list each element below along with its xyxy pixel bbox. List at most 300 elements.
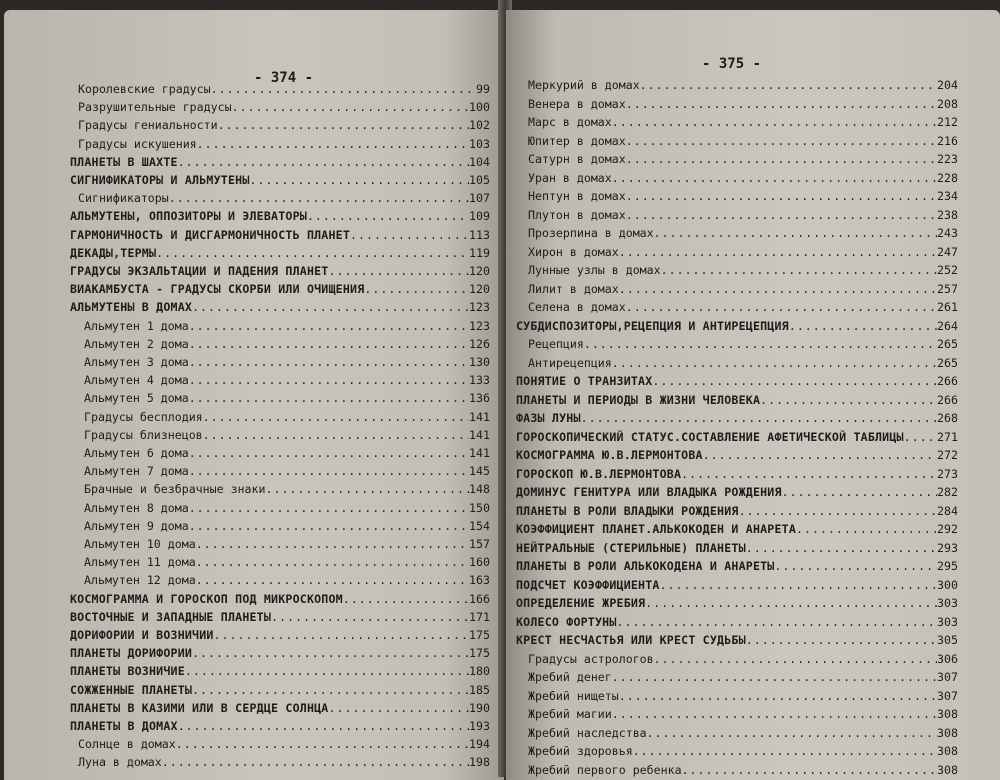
toc-entry [516, 428, 958, 446]
toc-entry-page: 136 [469, 391, 490, 406]
toc-entry-page: 100 [469, 100, 490, 115]
toc-entry-page: 193 [469, 719, 490, 733]
toc-entry-title: АЛЬМУТЕНЫ В ДОМАХ [70, 300, 193, 315]
toc-entry [528, 150, 958, 168]
dot-leader [218, 116, 469, 134]
toc-entry-title: ДОМИНУС ГЕНИТУРА ИЛИ ВЛАДЫКА РОЖДЕНИЯ [516, 485, 782, 499]
dot-leader [584, 335, 937, 353]
toc-entry-title: Альмутен 10 дома [84, 537, 196, 551]
toc-entry [70, 171, 490, 189]
toc-entry-title: ПЛАНЕТЫ В ШАХТЕ [70, 154, 178, 169]
dot-leader [654, 650, 937, 668]
toc-entry [84, 408, 490, 426]
toc-entry [70, 662, 490, 680]
toc-entry-page: 133 [469, 373, 490, 388]
dot-leader [162, 753, 469, 771]
toc-entry [528, 668, 958, 686]
toc-entry-page: 120 [469, 264, 490, 278]
toc-entry-page: 113 [469, 227, 490, 242]
dot-leader [192, 644, 469, 662]
toc-entry-title: КОЭФФИЦИЕНТ ПЛАНЕТ.АЛЬКОКОДЕН И АНАРЕТА [516, 522, 797, 536]
toc-entry-page: 160 [469, 555, 490, 570]
toc-entry-title: КОСМОГРАММА И ГОРОСКОП ПОД МИКРОСКОПОМ [70, 591, 343, 606]
toc-entry-title: СИГНИФИКАТОРЫ И АЛЬМУТЕНЫ [70, 173, 250, 187]
toc-entry-title: Альмутен 7 дома [84, 464, 189, 479]
toc-entry-title: Жребий здоровья [528, 744, 633, 758]
dot-leader [189, 353, 469, 371]
toc-entry [528, 354, 958, 372]
toc-entry-page: 308 [937, 762, 958, 777]
toc-entry [528, 724, 958, 742]
dot-leader [626, 95, 937, 113]
toc-entry-title: Антирецепция [528, 355, 612, 370]
toc-entry-page: 303 [937, 614, 958, 629]
dot-leader [789, 317, 937, 335]
toc-entry-title: Градусы искушения [78, 136, 197, 151]
dot-leader [626, 187, 937, 205]
toc-entry-title: Альмутен 2 дома [84, 336, 189, 351]
right-page [506, 10, 1000, 780]
toc-entry-page: 308 [937, 744, 958, 758]
dot-leader [617, 613, 938, 631]
toc-entry-page: 107 [469, 191, 490, 206]
toc-entry [78, 80, 490, 98]
toc-entry [528, 95, 958, 113]
toc-entry-title: Жребий наследства [528, 725, 647, 740]
left-page [4, 10, 504, 780]
toc-entry [70, 244, 490, 262]
toc-entry-title: Жребий нищеты [528, 688, 619, 703]
toc-entry-title: Юпитер в домах [528, 133, 626, 148]
dot-leader [760, 391, 937, 409]
toc-entry-title: Брачные и безбрачные знаки [84, 482, 266, 497]
toc-entry-title: ПЛАНЕТЫ В КАЗИМИ ИЛИ В СЕРДЦЕ СОЛНЦА [70, 700, 329, 715]
toc-entry [70, 590, 490, 608]
toc-entry-page: 171 [469, 609, 490, 624]
toc-entry-page: 126 [469, 336, 490, 351]
toc-entry-page: 102 [469, 118, 490, 133]
dot-leader [232, 98, 469, 116]
toc-entry-title: Прозерпина в домах [528, 226, 654, 240]
dot-leader [189, 317, 469, 335]
toc-entry-title: ДЕКАДЫ,ТЕРМЫ [70, 245, 157, 260]
toc-entry [516, 613, 958, 631]
dot-leader [196, 553, 469, 571]
toc-entry [84, 426, 490, 444]
toc-entry [516, 594, 958, 612]
toc-entry-page: 300 [937, 577, 958, 592]
toc-entry-page: 305 [937, 633, 958, 647]
toc-entry-title: Жребий первого ребенка [528, 762, 682, 777]
dot-leader [307, 207, 469, 225]
toc-entry-title: Градусы астрологов [528, 651, 654, 666]
toc-entry-page: 103 [469, 136, 490, 151]
dot-leader [626, 206, 937, 224]
dot-leader [652, 372, 937, 390]
toc-entry [84, 553, 490, 571]
dot-leader [774, 557, 937, 575]
toc-entry [84, 462, 490, 480]
dot-leader [633, 742, 937, 760]
toc-entry-page: 185 [469, 682, 490, 697]
toc-entry-page: 157 [469, 537, 490, 551]
toc-entry-page: 303 [937, 596, 958, 610]
toc-entry-title: ПЛАНЕТЫ ВОЗНИЧИЕ [70, 664, 185, 679]
toc-entry [70, 280, 490, 298]
dot-leader [192, 681, 469, 699]
dot-leader [250, 171, 470, 189]
toc-entry [528, 705, 958, 723]
toc-entry [78, 98, 490, 116]
dot-leader [612, 668, 937, 686]
toc-entry [528, 280, 958, 298]
toc-entry [516, 465, 958, 483]
dot-leader [647, 724, 937, 742]
toc-entry-page: 120 [469, 282, 490, 297]
dot-leader [619, 280, 937, 298]
toc-entry-page: 150 [469, 500, 490, 515]
dot-leader [703, 446, 937, 464]
toc-entry-title: Альмутен 6 дома [84, 446, 189, 460]
toc-entry-page: 198 [469, 755, 490, 770]
toc-entry-page: 307 [937, 670, 958, 684]
toc-entry-page: 308 [937, 725, 958, 740]
toc-entry-title: Градусы бесплодия [84, 409, 203, 424]
toc-entry-title: ГОРОСКОП Ю.В.ЛЕРМОНТОВА [516, 466, 682, 481]
toc-entry [528, 243, 958, 261]
dot-leader [661, 261, 937, 279]
toc-entry-page: 163 [469, 573, 490, 588]
toc-entry [70, 207, 490, 225]
dot-leader [211, 80, 476, 98]
toc-entry-title: ПЛАНЕТЫ В ДОМАХ [70, 719, 178, 733]
dot-leader [612, 705, 937, 723]
toc-entry [70, 608, 490, 626]
toc-entry [84, 353, 490, 371]
toc-entry [78, 116, 490, 134]
toc-entry [70, 262, 490, 280]
toc-entry-page: 238 [937, 207, 958, 222]
toc-entry-title: Альмутен 9 дома [84, 518, 189, 533]
toc-entry [70, 699, 490, 717]
dot-leader [619, 687, 937, 705]
toc-entry [84, 317, 490, 335]
toc-entry-page: 99 [476, 82, 490, 96]
toc-entry [70, 626, 490, 644]
dot-leader [343, 590, 469, 608]
dot-leader [169, 189, 469, 207]
toc-entry [516, 483, 958, 501]
toc-entry-title: ПЛАНЕТЫ В РОЛИ АЛЬКОКОДЕНА И АНАРЕТЫ [516, 559, 775, 573]
toc-entry [84, 535, 490, 553]
toc-entry [528, 650, 958, 668]
toc-entry-page: 180 [469, 664, 490, 679]
dot-leader [328, 262, 469, 280]
toc-entry-page: 282 [937, 485, 958, 499]
dot-leader [214, 626, 469, 644]
toc-entry [516, 576, 958, 594]
toc-entry-title: НЕЙТРАЛЬНЫЕ (СТЕРИЛЬНЫЕ) ПЛАНЕТЫ [516, 540, 746, 555]
toc-entry-title: Альмутен 11 дома [84, 555, 196, 570]
toc-entry [528, 298, 958, 316]
toc-entry-title: ПЛАНЕТЫ В РОЛИ ВЛАДЫКИ РОЖДЕНИЯ [516, 503, 739, 518]
toc-entry-title: АЛЬМУТЕНЫ, ОППОЗИТОРЫ И ЭЛЕВАТОРЫ [70, 209, 307, 224]
toc-entry-title: КРЕСТ НЕСЧАСТЬЯ ИЛИ КРЕСТ СУДЬБЫ [516, 633, 746, 647]
toc-entry [70, 226, 490, 244]
toc-entry-title: Альмутен 4 дома [84, 373, 189, 388]
toc-entry-page: 266 [937, 374, 958, 388]
toc-entry-title: КОСМОГРАММА Ю.В.ЛЕРМОНТОВА [516, 448, 703, 462]
toc-entry-title: ГОРОСКОПИЧЕСКИЙ СТАТУС.СОСТАВЛЕНИЕ АФЕТИЧЕСКОЙ ТАБЛИЦЫ [516, 429, 904, 444]
dot-leader [612, 354, 937, 372]
toc-entry-title: ГАРМОНИЧНОСТЬ И ДИСГАРМОНИЧНОСТЬ ПЛАНЕТ [70, 227, 351, 242]
toc-entry-page: 252 [937, 263, 958, 277]
toc-entry-page: 292 [937, 522, 958, 536]
toc-entry-title: Королевские градусы [78, 82, 211, 96]
dot-leader [203, 426, 469, 444]
dot-leader [626, 132, 937, 150]
toc-entry-title: ГРАДУСЫ ЭКЗАЛЬТАЦИИ И ПАДЕНИЯ ПЛАНЕТ [70, 264, 329, 278]
toc-entry-page: 216 [937, 133, 958, 148]
toc-entry [528, 132, 958, 150]
toc-entry-page: 271 [937, 429, 958, 444]
dot-leader [364, 280, 469, 298]
dot-leader [189, 517, 469, 535]
dot-leader [640, 76, 937, 94]
toc-entry-title: Градусы близнецов [84, 427, 203, 442]
dot-leader [626, 150, 937, 168]
toc-entry [528, 206, 958, 224]
toc-entry-title: Лунные узлы в домах [528, 263, 661, 277]
toc-entry [516, 539, 958, 557]
toc-entry-title: Градусы гениальности [78, 118, 218, 133]
toc-entry [84, 335, 490, 353]
toc-entry-page: 105 [469, 173, 490, 187]
toc-entry [78, 735, 490, 753]
toc-entry-title: Венера в домах [528, 96, 626, 111]
dot-leader [612, 113, 937, 131]
toc-entry [84, 444, 490, 462]
dot-leader [739, 502, 937, 520]
dot-leader [904, 428, 937, 446]
dot-leader [192, 298, 469, 316]
toc-entry-title: Альмутен 3 дома [84, 355, 189, 369]
toc-entry-title: Нептун в домах [528, 189, 626, 203]
dot-leader [189, 389, 469, 407]
toc-entry [78, 753, 490, 771]
dot-leader [660, 576, 937, 594]
toc-entry-title: Разрушительные градусы [78, 100, 232, 115]
dot-leader [189, 335, 469, 353]
dot-leader [782, 483, 937, 501]
dot-leader [189, 444, 469, 462]
toc-entry-title: ПЛАНЕТЫ ДОРИФОРИИ [70, 646, 193, 661]
toc-entry [516, 557, 958, 575]
toc-entry-title: ВОСТОЧНЫЕ И ЗАПАДНЫЕ ПЛАНЕТЫ [70, 609, 272, 624]
dot-leader [619, 243, 937, 261]
toc-entry [84, 499, 490, 517]
dot-leader [176, 735, 469, 753]
toc-entry-page: 123 [469, 300, 490, 315]
dot-leader [189, 462, 469, 480]
dot-leader [746, 631, 937, 649]
toc-entry-page: 104 [469, 154, 490, 169]
toc-entry-title: Солнце в домах [78, 737, 176, 752]
toc-entry-page: 130 [469, 355, 490, 369]
toc-entry [528, 187, 958, 205]
toc-entry-title: Марс в домах [528, 115, 612, 129]
toc-entry-page: 268 [937, 411, 958, 425]
page-number: - 374 - [254, 70, 314, 86]
dot-leader [196, 571, 469, 589]
dot-leader [185, 662, 469, 680]
toc-entry [528, 261, 958, 279]
toc-entry-title: ФАЗЫ ЛУНЫ [516, 411, 581, 425]
dot-leader [189, 499, 469, 517]
toc-entry-page: 123 [469, 318, 490, 333]
toc-entry [70, 298, 490, 316]
toc-entry-title: СУБДИСПОЗИТОРЫ,РЕЦЕПЦИЯ И АНТИРЕЦЕПЦИЯ [516, 318, 789, 333]
toc-entry-page: 308 [937, 707, 958, 721]
toc-entry-page: 257 [937, 281, 958, 296]
toc-entry-title: Сатурн в домах [528, 152, 626, 166]
toc-entry-title: ПОНЯТИЕ О ТРАНЗИТАХ [516, 374, 653, 388]
toc-entry [70, 681, 490, 699]
toc-entry [516, 631, 958, 649]
toc-entry-title: Уран в домах [528, 170, 612, 185]
toc-entry-page: 295 [937, 559, 958, 573]
dot-leader [796, 520, 937, 538]
dot-leader [612, 169, 937, 187]
toc-entry [78, 189, 490, 207]
toc-entry-page: 141 [469, 446, 490, 460]
toc-entry-page: 228 [937, 170, 958, 185]
dot-leader [178, 153, 469, 171]
toc-entry-page: 175 [469, 628, 490, 642]
toc-entry-title: ПОДСЧЕТ КОЭФФИЦИЕНТА [516, 577, 660, 592]
toc-entry [70, 717, 490, 735]
toc-entry [84, 517, 490, 535]
toc-entry [84, 371, 490, 389]
dot-leader [196, 535, 469, 553]
toc-entry [516, 317, 958, 335]
toc-entry [516, 520, 958, 538]
toc-entry-page: 261 [937, 300, 958, 314]
toc-entry-page: 154 [469, 518, 490, 533]
toc-entry-page: 166 [469, 591, 490, 606]
toc-entry [70, 153, 490, 171]
toc-entry-title: Плутон в домах [528, 207, 626, 222]
toc-entry-page: 307 [937, 688, 958, 703]
toc-entry-title: Альмутен 12 дома [84, 573, 196, 588]
toc-entry-page: 234 [937, 189, 958, 203]
toc-entry [516, 446, 958, 464]
toc-entry [528, 687, 958, 705]
dot-leader [682, 761, 937, 779]
toc-entry [516, 502, 958, 520]
toc-entry-title: Альмутен 1 дома [84, 318, 189, 333]
toc-entry-page: 264 [937, 318, 958, 333]
dot-leader [189, 371, 469, 389]
toc-entry [528, 224, 958, 242]
toc-entry-page: 141 [469, 409, 490, 424]
toc-entry-title: Хирон в домах [528, 244, 619, 259]
toc-entry-page: 265 [937, 355, 958, 370]
toc-entry [516, 409, 958, 427]
toc-entry-page: 194 [469, 737, 490, 752]
toc-entry-page: 266 [937, 392, 958, 407]
toc-entry-page: 175 [469, 646, 490, 661]
toc-entry-title: Меркурий в домах [528, 78, 640, 92]
toc-entry-title: Рецепция [528, 337, 584, 351]
toc-entry-title: Альмутен 5 дома [84, 391, 189, 406]
toc-entry [84, 480, 490, 498]
toc-entry-title: Сигнификаторы [78, 191, 169, 206]
toc-entry-page: 208 [937, 96, 958, 111]
toc-entry [84, 571, 490, 589]
toc-entry-page: 284 [937, 503, 958, 518]
toc-entry [528, 76, 958, 94]
toc-entry [528, 335, 958, 353]
toc-entry-page: 190 [469, 700, 490, 715]
toc-entry-title: ВИАКАМБУСТА - ГРАДУСЫ СКОРБИ ИЛИ ОЧИЩЕНИЯ [70, 282, 365, 297]
toc-entry [516, 372, 958, 390]
dot-leader [197, 135, 469, 153]
dot-leader [350, 226, 469, 244]
toc-entry-page: 223 [937, 152, 958, 166]
toc-entry-page: 204 [937, 78, 958, 92]
dot-leader [178, 717, 469, 735]
toc-entry [528, 113, 958, 131]
toc-entry-page: 243 [937, 226, 958, 240]
dot-leader [156, 244, 469, 262]
toc-entry-page: 212 [937, 115, 958, 129]
dot-leader [265, 480, 469, 498]
toc-entry-page: 141 [469, 427, 490, 442]
dot-leader [328, 699, 469, 717]
toc-entry-title: ПЛАНЕТЫ И ПЕРИОДЫ В ЖИЗНИ ЧЕЛОВЕКА [516, 392, 761, 407]
toc-entry [528, 761, 958, 779]
dot-leader [271, 608, 469, 626]
toc-entry-title: Жребий денег [528, 670, 612, 684]
dot-leader [645, 594, 937, 612]
toc-entry-page: 119 [469, 245, 490, 260]
toc-entry-title: ДОРИФОРИИ И ВОЗНИЧИИ [70, 628, 214, 642]
toc-entry-title: КОЛЕСО ФОРТУНЫ [516, 614, 617, 629]
dot-leader [581, 409, 937, 427]
toc-entry-page: 148 [469, 482, 490, 497]
dot-leader [203, 408, 469, 426]
toc-entry-title: Альмутен 8 дома [84, 500, 189, 515]
dot-leader [746, 539, 937, 557]
toc-entry-page: 306 [937, 651, 958, 666]
toc-entry [70, 644, 490, 662]
page-number: - 375 - [702, 56, 762, 72]
toc-entry [528, 742, 958, 760]
toc-entry [516, 391, 958, 409]
toc-entry-page: 293 [937, 540, 958, 555]
toc-entry-page: 145 [469, 464, 490, 479]
toc-entry-page: 272 [937, 448, 958, 462]
toc-entry [528, 169, 958, 187]
dot-leader [654, 224, 937, 242]
toc-entry [84, 389, 490, 407]
dot-leader [681, 465, 937, 483]
toc-entry-title: СОЖЖЕННЫЕ ПЛАНЕТЫ [70, 682, 193, 697]
toc-entry-page: 109 [469, 209, 490, 224]
toc-entry-page: 273 [937, 466, 958, 481]
toc-entry-page: 265 [937, 337, 958, 351]
